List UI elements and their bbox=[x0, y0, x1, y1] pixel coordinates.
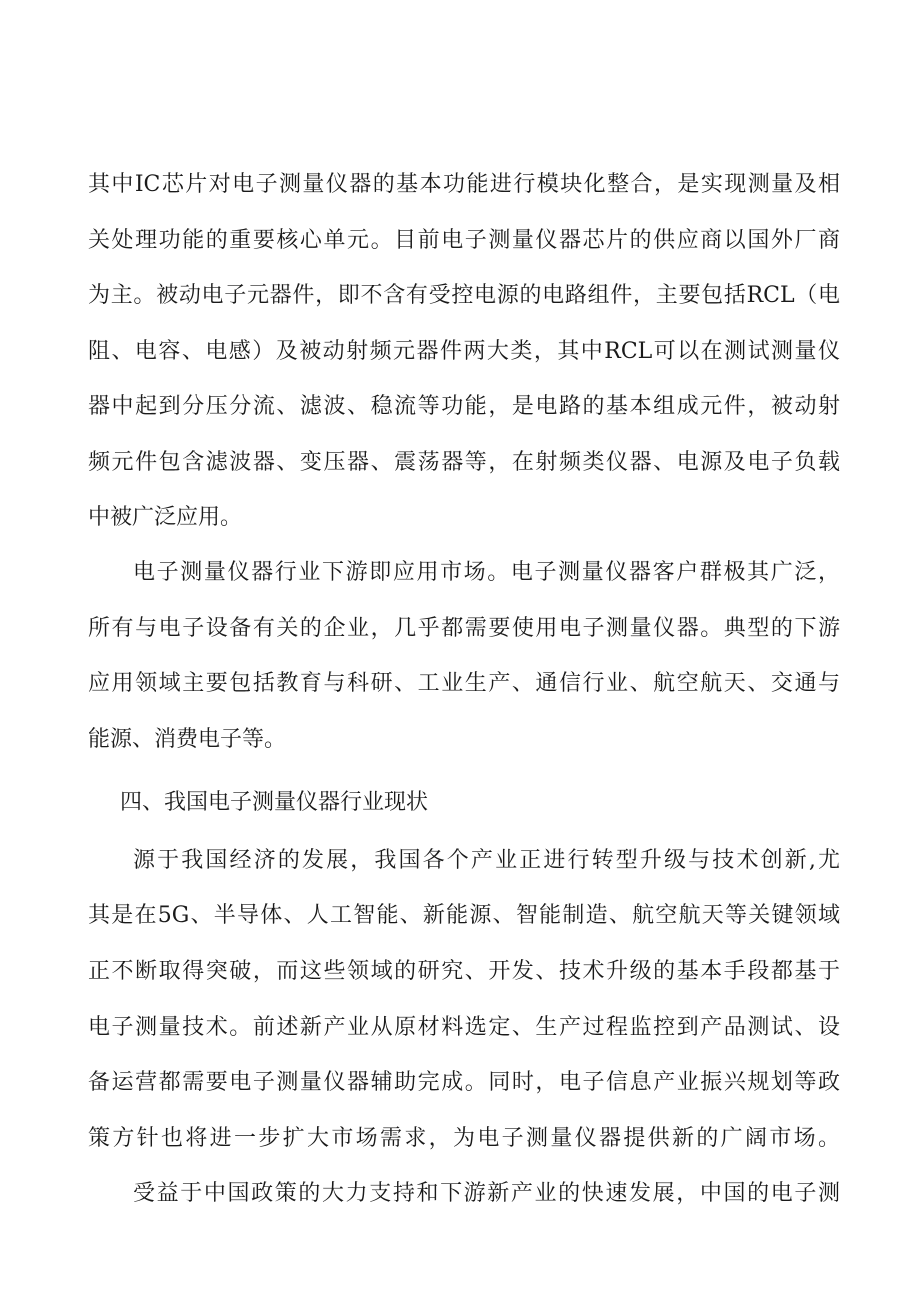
text-line: 其是在5G、半导体、人工智能、新能源、智能制造、航空航天等关键领域 bbox=[88, 903, 840, 928]
text-line: 电子测量仪器行业下游即应用市场。电子测量仪器客户群极其广泛， bbox=[133, 560, 840, 585]
text-line: 其中IC芯片对电子测量仪器的基本功能进行模块化整合，是实现测量及相 bbox=[88, 172, 840, 197]
text-line: 策方针也将进一步扩大市场需求，为电子测量仪器提供新的广阔市场。 bbox=[88, 1126, 840, 1151]
text-line: 为主。被动电子元器件，即不含有受控电源的电路组件，主要包括RCL（电 bbox=[88, 283, 840, 308]
text-line: 受益于中国政策的大力支持和下游新产业的快速发展，中国的电子测 bbox=[133, 1181, 840, 1206]
text-line: 中被广泛应用。 bbox=[88, 505, 243, 530]
text-line: 源于我国经济的发展，我国各个产业正进行转型升级与技术创新,尤 bbox=[133, 848, 840, 873]
text-line: 频元件包含滤波器、变压器、震荡器等，在射频类仪器、电源及电子负载 bbox=[88, 450, 840, 475]
text-line: 所有与电子设备有关的企业，几乎都需要使用电子测量仪器。典型的下游 bbox=[88, 616, 840, 641]
text-line: 电子测量技术。前述新产业从原材料选定、生产过程监控到产品测试、设 bbox=[88, 1015, 840, 1040]
text-line: 能源、消费电子等。 bbox=[88, 727, 287, 752]
text-line: 器中起到分压分流、滤波、稳流等功能，是电路的基本组成元件，被动射 bbox=[88, 394, 840, 419]
text-line: 备运营都需要电子测量仪器辅助完成。同时，电子信息产业振兴规划等政 bbox=[88, 1070, 840, 1095]
text-line: 应用领域主要包括教育与科研、工业生产、通信行业、航空航天、交通与 bbox=[88, 671, 840, 696]
section-heading: 四、我国电子测量仪器行业现状 bbox=[120, 790, 429, 815]
text-line: 正不断取得突破，而这些领域的研究、开发、技术升级的基本手段都基于 bbox=[88, 959, 840, 984]
text-line: 关处理功能的重要核心单元。目前电子测量仪器芯片的供应商以国外厂商 bbox=[88, 228, 840, 253]
text-line: 阻、电容、电感）及被动射频元器件两大类，其中RCL可以在测试测量仪 bbox=[88, 339, 840, 364]
